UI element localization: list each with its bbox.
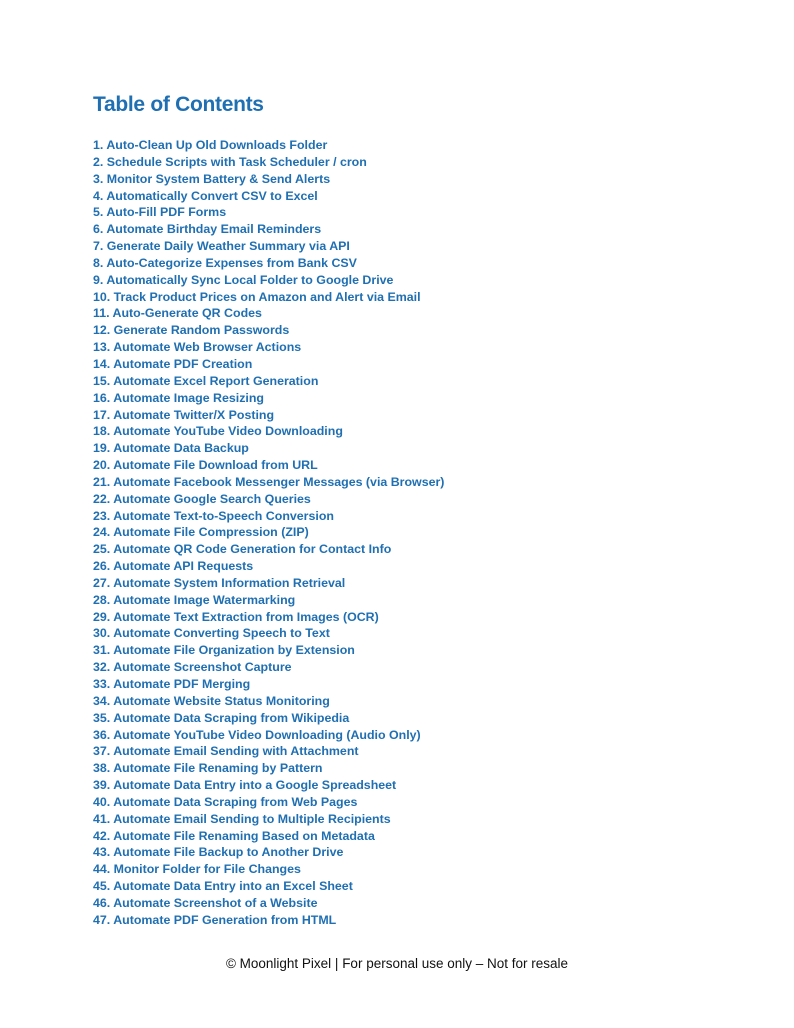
toc-entry-link[interactable]: 18. Automate YouTube Video Downloading [93, 424, 343, 439]
toc-entry-link[interactable]: 47. Automate PDF Generation from HTML [93, 912, 337, 927]
page-title: Table of Contents [93, 93, 264, 116]
toc-entry-link[interactable]: 4. Automatically Convert CSV to Excel [93, 188, 318, 203]
toc-entry-link[interactable]: 2. Schedule Scripts with Task Scheduler / cron [93, 154, 367, 169]
toc-entry-link[interactable]: 33. Automate PDF Merging [93, 677, 251, 691]
footer-copyright: © Moonlight Pixel | For personal use only – Not for resale [225, 956, 569, 971]
toc-entry-link[interactable]: 37. Automate Email Sending with Attachment [93, 744, 359, 759]
toc-entry-link[interactable]: 17. Automate Twitter/X Posting [93, 407, 275, 422]
toc-entry-link[interactable]: 10. Track Product Prices on Amazon and Alert via Email [93, 289, 421, 304]
toc-entry-link[interactable]: 14. Automate PDF Creation [93, 356, 253, 371]
toc-entry-link[interactable]: 20. Automate File Download from URL [93, 458, 318, 473]
toc-entry-link[interactable]: 27. Automate System Information Retrieval [93, 575, 346, 590]
toc-entry-link[interactable]: 30. Automate Converting Speech to Text [93, 626, 330, 641]
toc-entry-link[interactable]: 35. Automate Data Scraping from Wikipedia [93, 710, 350, 725]
toc-entry-link[interactable]: 39. Automate Data Entry into a Google Spreadsheet [93, 778, 397, 793]
toc-entry-link[interactable]: 8. Auto-Categorize Expenses from Bank CSV [93, 255, 357, 270]
toc-entry-link[interactable]: 13. Automate Web Browser Actions [93, 340, 302, 355]
toc-entry-link[interactable]: 22. Automate Google Search Queries [93, 491, 311, 506]
toc-entry-link[interactable]: 1. Auto-Clean Up Old Downloads Folder [93, 138, 328, 152]
toc-entry-link[interactable]: 45. Automate Data Entry into an Excel Sheet [93, 879, 353, 894]
toc-entry-link[interactable]: 38. Automate File Renaming by Pattern [93, 761, 323, 776]
toc-entry-link[interactable]: 46. Automate Screenshot of a Website [93, 895, 318, 910]
toc-entry-link[interactable]: 15. Automate Excel Report Generation [93, 373, 319, 388]
toc-entry-link[interactable]: 29. Automate Text Extraction from Images (OCR) [93, 609, 379, 624]
toc-entry-link[interactable]: 43. Automate File Backup to Another Drive [93, 845, 344, 860]
toc-entry-link[interactable]: 28. Automate Image Watermarking [93, 592, 296, 607]
toc-entry-link[interactable]: 41. Automate Email Sending to Multiple Recipients [93, 811, 391, 826]
toc-entry-link[interactable]: 12. Generate Random Passwords [93, 323, 290, 338]
toc-entry-link[interactable]: 25. Automate QR Code Generation for Contact Info [93, 542, 392, 557]
toc-entry-link[interactable]: 3. Monitor System Battery & Send Alerts [93, 171, 331, 186]
toc-entry-link[interactable]: 23. Automate Text-to-Speech Conversion [93, 508, 334, 523]
toc-entry-link[interactable]: 24. Automate File Compression (ZIP) [93, 525, 309, 540]
toc-entry-link[interactable]: 6. Automate Birthday Email Reminders [93, 222, 322, 237]
toc-entry-link[interactable]: 9. Automatically Sync Local Folder to Google Drive [93, 272, 394, 287]
toc-entry-link[interactable]: 36. Automate YouTube Video Downloading (Audio Only) [93, 727, 421, 742]
toc-entry-link[interactable]: 31. Automate File Organization by Extension [93, 643, 355, 658]
toc-entry-link[interactable]: 42. Automate File Renaming Based on Metadata [93, 828, 375, 843]
toc-entry-link[interactable]: 11. Auto-Generate QR Codes [93, 306, 262, 321]
toc-entry-link[interactable]: 7. Generate Daily Weather Summary via API [93, 239, 350, 254]
toc-entry-link[interactable]: 34. Automate Website Status Monitoring [93, 693, 330, 708]
toc-entry-link[interactable]: 5. Auto-Fill PDF Forms [93, 205, 227, 220]
toc-entry-link[interactable]: 32. Automate Screenshot Capture [93, 660, 292, 675]
toc-entry-link[interactable]: 21. Automate Facebook Messenger Messages (via Browser) [93, 474, 445, 489]
toc-entry-link[interactable]: 26. Automate API Requests [93, 559, 254, 574]
table-of-contents-list [93, 137, 713, 929]
toc-entry-link[interactable]: 16. Automate Image Resizing [93, 390, 264, 405]
toc-entry-link[interactable]: 40. Automate Data Scraping from Web Pages [93, 794, 358, 809]
toc-entry-link[interactable]: 19. Automate Data Backup [93, 441, 249, 456]
toc-entry-link[interactable]: 44. Monitor Folder for File Changes [93, 862, 301, 877]
